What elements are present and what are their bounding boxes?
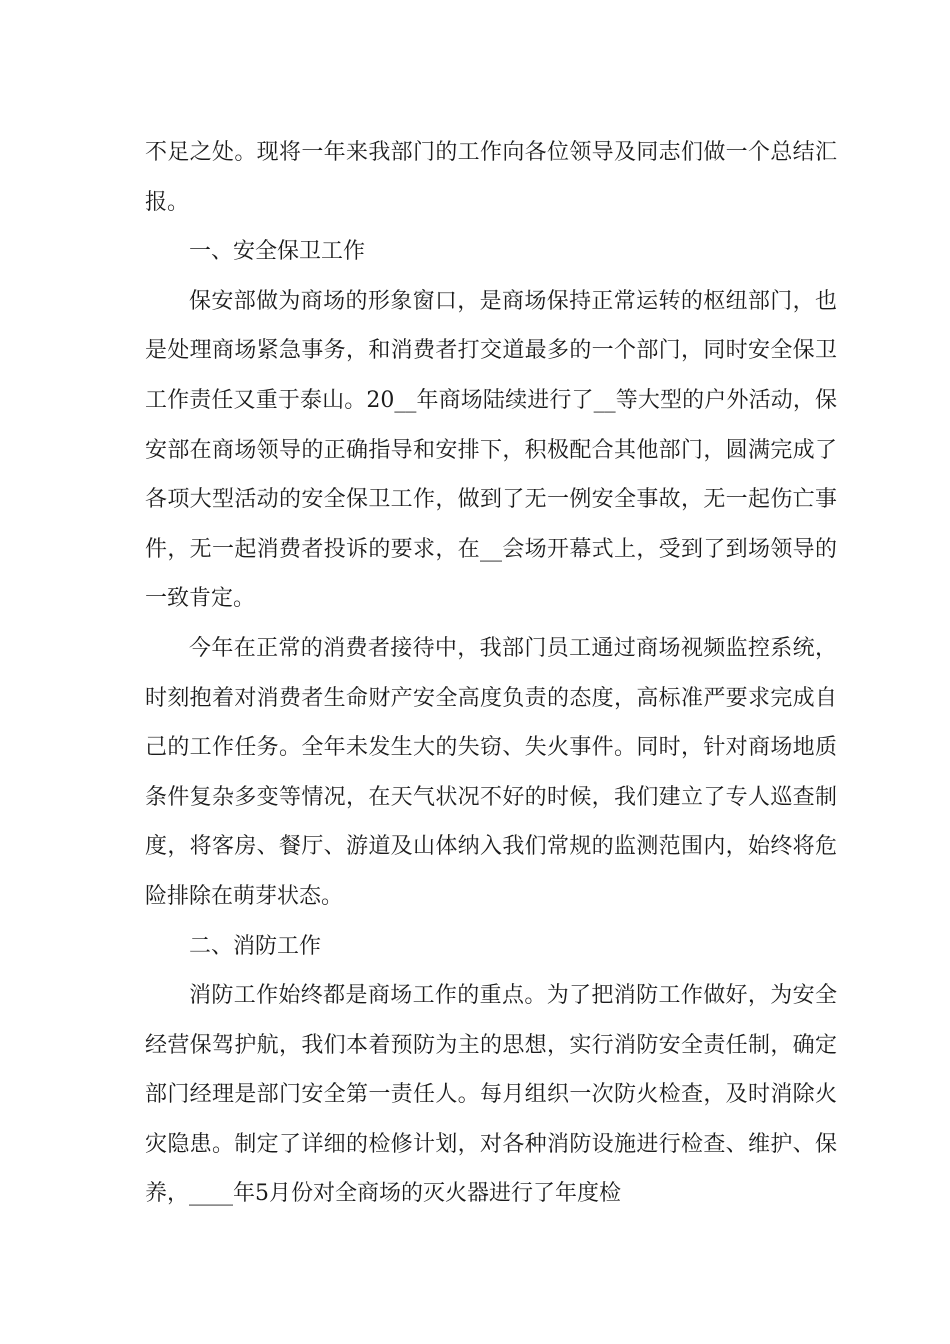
paragraph-security-overview: 保安部做为商场的形象窗口，是商场保持正常运转的枢纽部门，也是处理商场紧急事务，和消费者打交道最多的一个部门，同时安全保卫工作责任又重于泰山。20__年商场陆续进行了__等大型的户外活动，保安部在商场领导的正确指导和安排下，积极配合其他部门，圆满完成了各项大型活动的安全保卫工作，做到了无一例安全事故，无一起伤亡事件，无一起消费者投诉的要求，在__会场开幕式上，受到了到场领导的一致肯定。 (145, 288, 837, 612)
section-heading-fire-protection: 二、消防工作 (189, 933, 322, 959)
section-heading-security: 一、安全保卫工作 (189, 239, 366, 265)
paragraph-intro-continuation: 不足之处。现将一年来我部门的工作向各位领导及同志们做一个总结汇报。 (145, 140, 837, 215)
document-page (145, 128, 837, 1219)
paragraph-security-reception: 今年在正常的消费者接待中，我部门员工通过商场视频监控系统，时刻抱着对消费者生命财产安全高度负责的态度，高标准严要求完成自己的工作任务。全年未发生大的失窃、失火事件。同时，针对商场地质条件复杂多变等情况，在天气状况不好的时候，我们建立了专人巡查制度，将客房、餐厅、游道及山体纳入我们常规的监测范围内，始终将危险排除在萌芽状态。 (145, 635, 837, 909)
paragraph-fire-protection: 消防工作始终都是商场工作的重点。为了把消防工作做好，为安全经营保驾护航，我们本着预防为主的思想，实行消防安全责任制，确定部门经理是部门安全第一责任人。每月组织一次防火检查，及时消除火灾隐患。制定了详细的检修计划，对各种消防设施进行检查、维护、保养，____年5月份对全商场的灭火器进行了年度检 (145, 983, 837, 1207)
